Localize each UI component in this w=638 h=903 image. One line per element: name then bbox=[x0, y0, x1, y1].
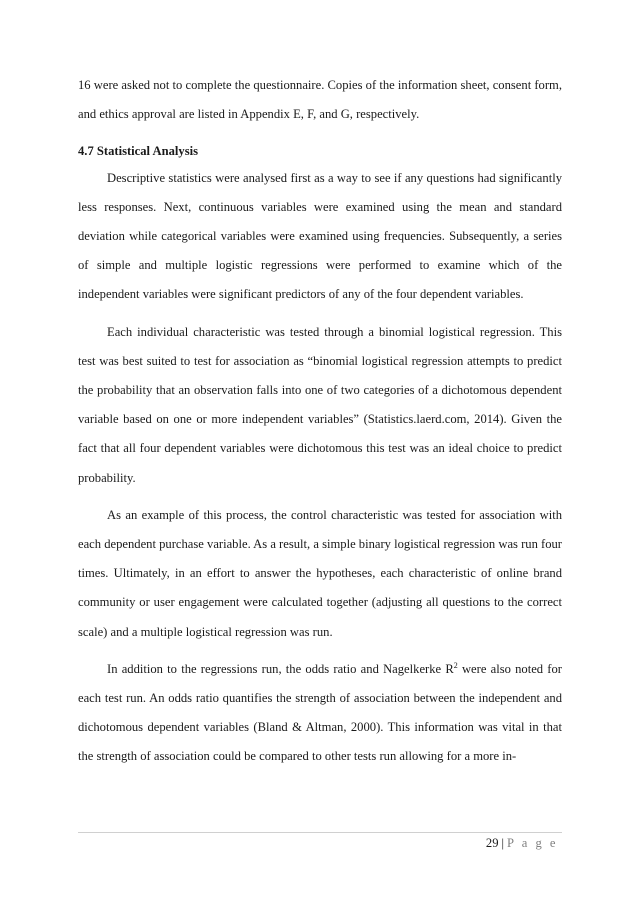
section-heading: 4.7 Statistical Analysis bbox=[78, 144, 199, 159]
page-number: 29 bbox=[485, 836, 499, 850]
odds-ratio-text-start: In addition to the regressions run, the odds ratio and Nagelkerke R bbox=[107, 661, 454, 676]
paragraph-descriptive-statistics: Descriptive statistics were analysed first as a way to see if any questions had significantly less responses. Next, continuous variables were examined using the mean and standard deviation while categorical variables were examined using frequencies. Subsequently, a series of simple and multiple logistic regressions were performed to examine which of the independent variables were significant predictors of any of the four dependent variables. bbox=[78, 170, 562, 302]
document-body bbox=[78, 71, 562, 772]
r-squared-superscript: 2 bbox=[453, 660, 458, 670]
paragraph-binomial-regression: Each individual characteristic was tested through a binomial logistical regression. This test was best suited to test for association as “binomial logistical regression attempts to predict the probability that an observation falls into one of two categories of a dichotomous dependent variable based on one or more independent variables” (Statistics.laerd.com, 2014). Given the fact that all four dependent variables were dichotomous this test was an ideal choice to predict probability. bbox=[78, 324, 562, 485]
odds-ratio-text-end: were also noted for each test run. An odds ratio quantifies the strength of association between the independent and dichotomous dependent variables (Bland & Altman, 2000). This information was vital in that the strength of association could be compared to other tests run allowing for a more in- bbox=[78, 661, 562, 764]
paragraph-consent-appendix: 16 were asked not to complete the questionnaire. Copies of the information sheet, consent form, and ethics approval are listed in Appendix E, F, and G, respectively. bbox=[78, 78, 562, 122]
footer-separator: | bbox=[501, 836, 505, 850]
page-label: P a g e bbox=[507, 836, 558, 850]
page-footer bbox=[486, 836, 558, 851]
paragraph-process-example: As an example of this process, the control characteristic was tested for association with each dependent purchase variable. As a result, a simple binary logistical regression was run four times. Ultimately, in an effort to answer the hypotheses, each characteristic of online brand community or user engagement were calculated together (adjusting all questions to the correct scale) and a multiple logistical regression was run. bbox=[78, 507, 562, 639]
paragraph-odds-ratio bbox=[78, 655, 562, 772]
footer-divider bbox=[78, 832, 562, 833]
